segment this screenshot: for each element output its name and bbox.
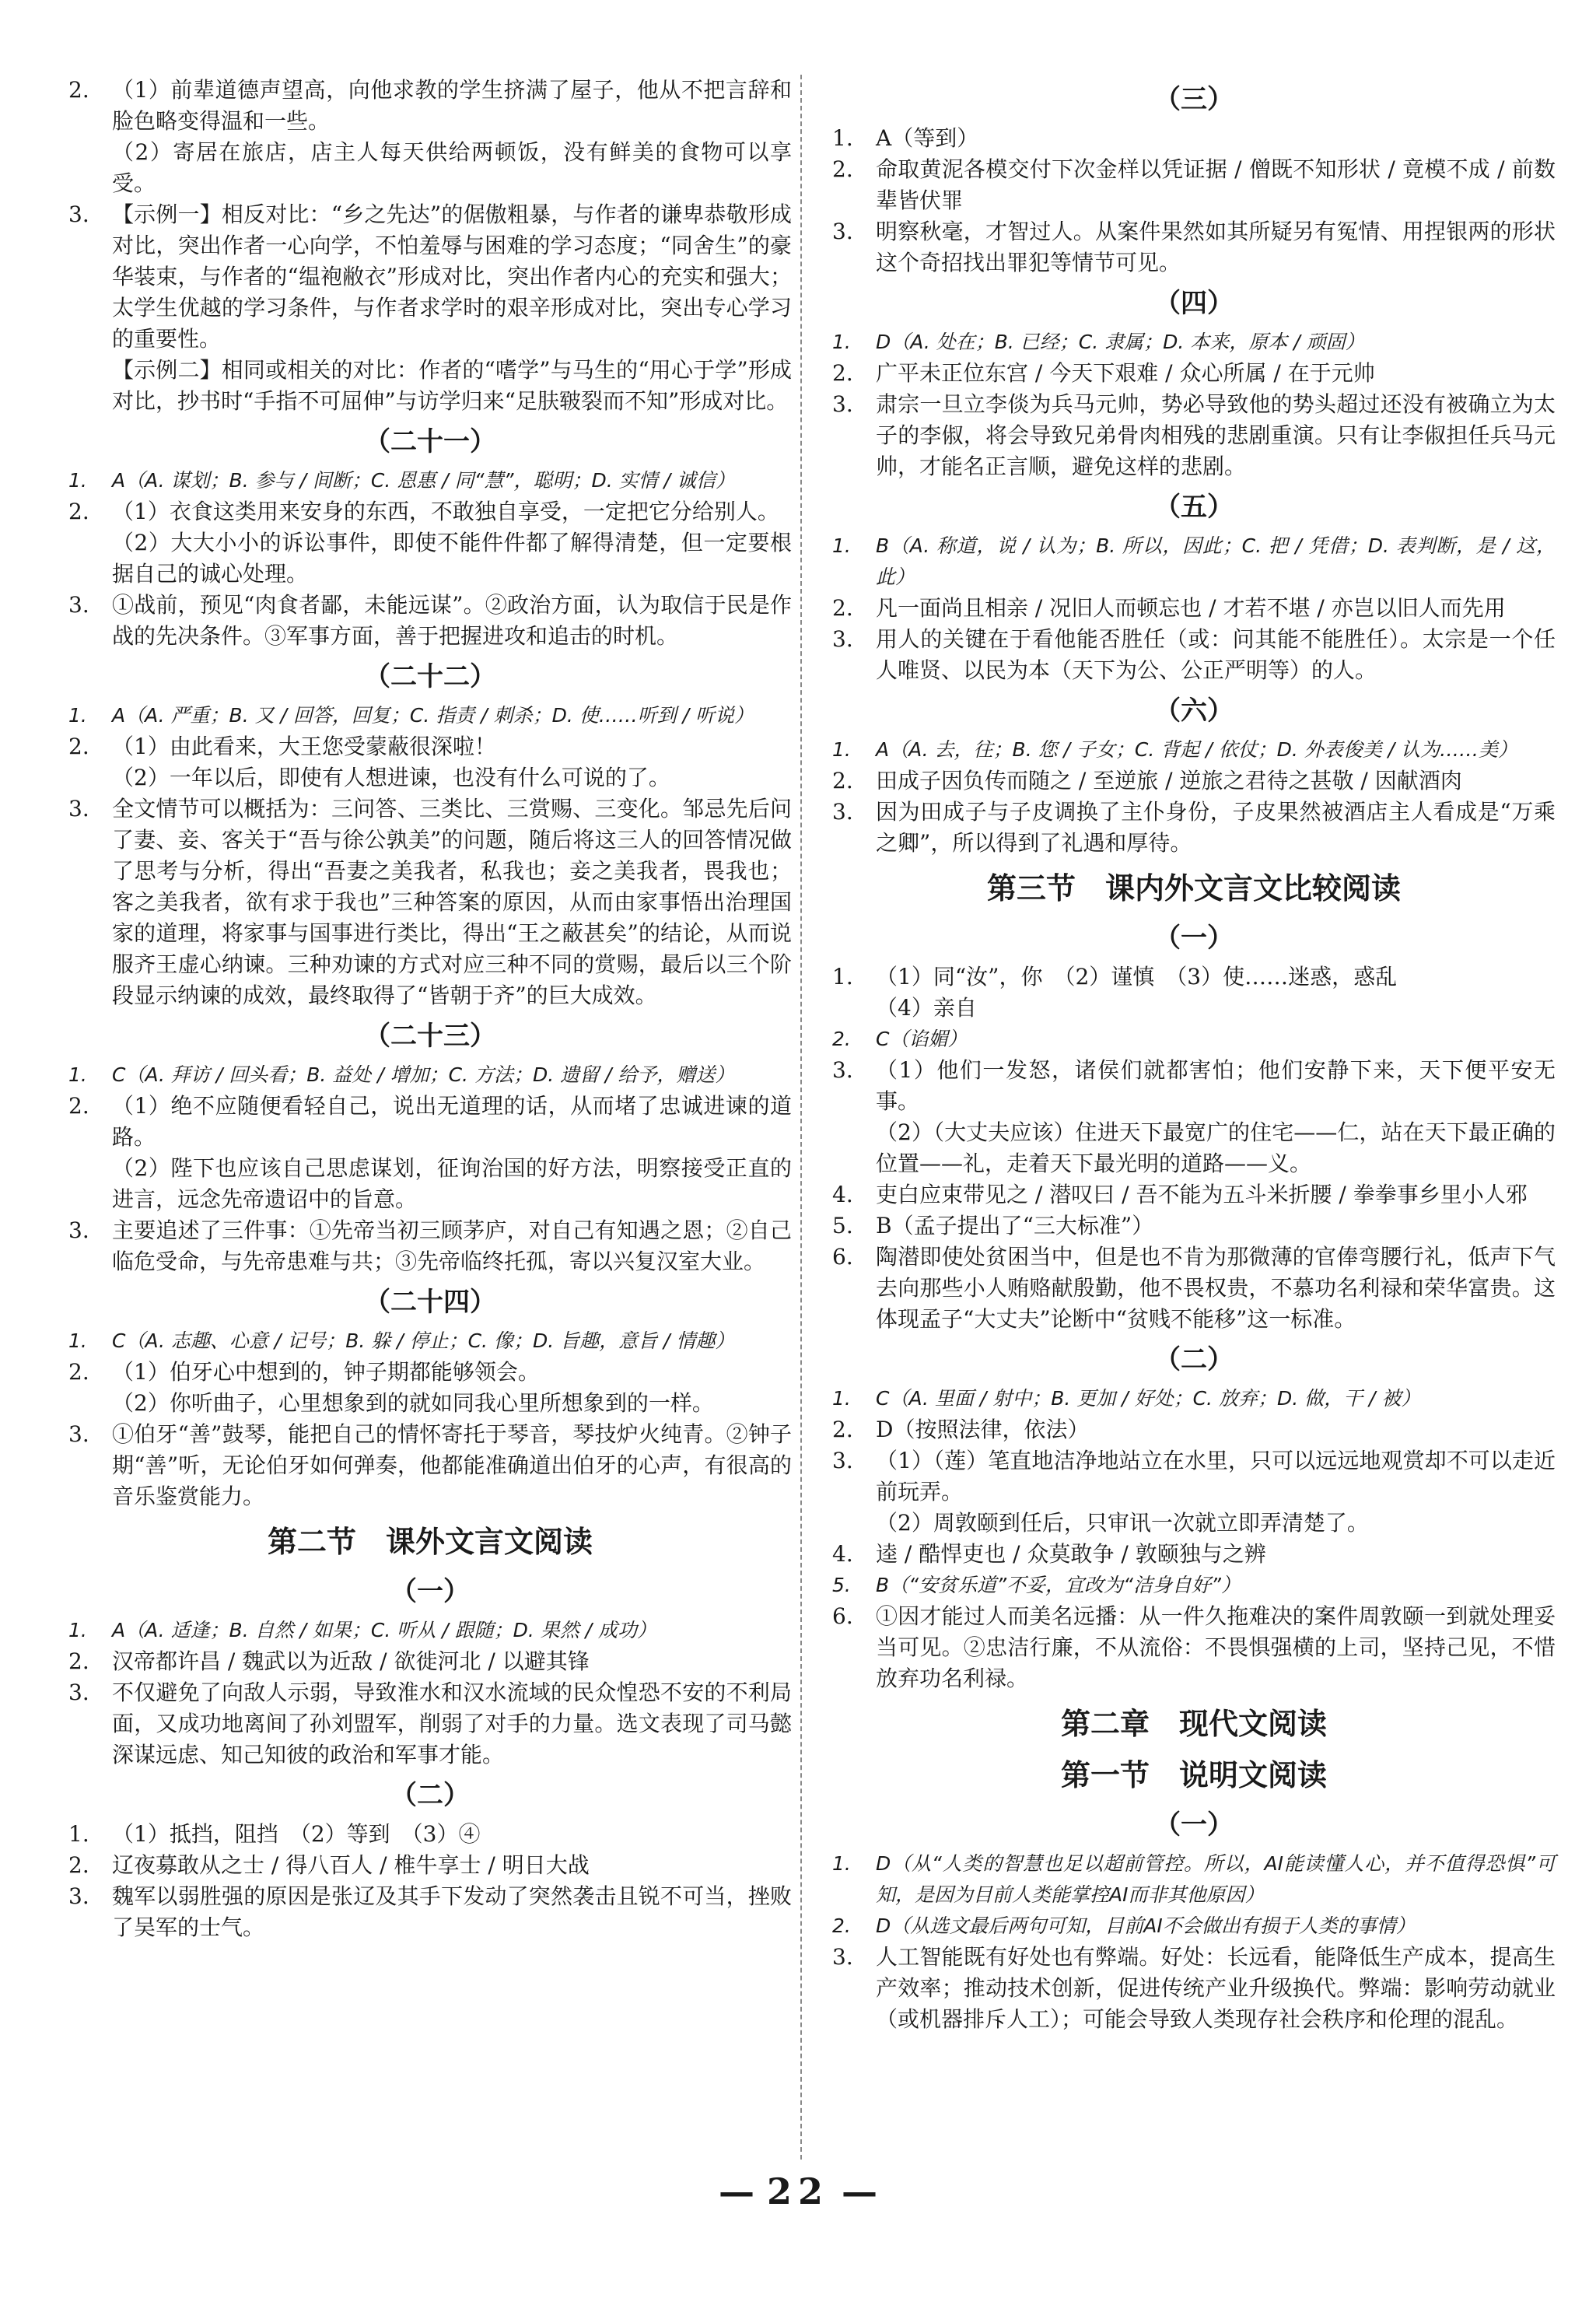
answer-item [68,700,792,731]
answer-text: 辽夜募敢从之士 / 得八百人 / 椎牛享士 / 明日大战 [112,1852,590,1878]
answer-number: 3. [68,1217,89,1243]
answer-text: 用人的关键在于看他能否胜任（或：问其能不能胜任）。太宗是一个任人唯贤、以民为本（天下为公、公正严明等）的人。 [876,626,1556,683]
answer-item [68,1850,792,1881]
answer-item [832,734,1556,765]
answer-number: 2. [832,360,853,386]
answer-item [68,465,792,496]
answer-text: 肃宗一旦立李倓为兵马元帅，势必导致他的势头超过还没有被确立为太子的李俶，将会导致兄弟骨肉相残的悲剧重演。只有让李俶担任兵马元帅，才能名正言顺，避免这样的悲剧。 [876,391,1556,479]
answer-text: A（A. 谋划；B. 参与 / 间断；C. 恩惠 / 同“慧”，聪明；D. 实情 / 诚信） [112,469,735,492]
answer-number: 3. [68,1421,89,1447]
answer-item [832,593,1556,624]
answer-text: B（孟子提出了“三大标准”） [876,1213,1154,1238]
answer-text: 【示例一】相反对比：“乡之先达”的倨傲粗暴，与作者的谦卑恭敬形成对比，突出作者一心向学，不怕羞辱与困难的学习态度；“同舍生”的豪华装束，与作者的“缊袍敝衣”形成对比，突出作者内心的充实和强大；太学生优越的学习条件，与作者求学时的艰辛形成对比，突出专心学习的重要性。 [112,201,792,352]
answer-number: 2. [68,499,89,524]
answer-number: 2. [68,1093,89,1119]
answer-number: 2. [68,1359,89,1385]
answer-text: 逵 / 酷悍吏也 / 众莫敢争 / 敦颐独与之辨 [876,1541,1266,1567]
subsection-heading: （五） [1154,492,1234,523]
answer-item [832,327,1556,358]
answer-text: B（“安贫乐道”不妥，宜改为“洁身自好”） [876,1574,1241,1596]
subsection-heading: （二十二） [364,661,496,692]
answer-item [68,1326,792,1357]
answer-item [832,1242,1556,1335]
answer-number: 3. [832,1448,853,1473]
answer-number: 3. [832,391,853,417]
subsection-heading: （四） [1154,288,1234,319]
answer-text: A（等到） [876,125,979,151]
answer-text: （1）他们一发怒，诸侯们就都害怕；他们安静下来，天下便平安无事。 [876,1057,1556,1114]
subsection-heading: （六） [1154,695,1234,727]
answer-text: D（从选文最后两句可知，目前AI不会做出有损于人类的事情） [876,1914,1416,1937]
answer-text: 魏军以弱胜强的原因是张辽及其手下发动了突然袭击且锐不可当，挫败了吴军的士气。 [112,1883,792,1940]
answer-number: 2. [832,156,853,182]
subsection-heading: （二） [1154,1344,1234,1375]
answer-text: 广平未正位东宫 / 今天下艰难 / 众心所属 / 在于元帅 [876,360,1375,386]
answer-number: 6. [832,1244,853,1270]
answer-number: 3. [68,1680,89,1705]
answer-text: 凡一面尚且相亲 / 况旧人而顿忘也 / 才若不堪 / 亦岂以旧人而先用 [876,595,1506,621]
answer-item [68,496,792,590]
answer-number: 3. [832,799,853,825]
answer-text: （1）前辈道德声望高，向他求教的学生挤满了屋子，他从不把言辞和脸色略变得温和一些。 [112,77,792,134]
answer-number: 2. [832,768,853,793]
answer-number: 1. [68,1063,87,1086]
answer-item [832,1539,1556,1570]
answer-item [832,1414,1556,1445]
section-heading: 第一节 说明文阅读 [1060,1757,1327,1792]
answer-number: 1. [68,469,87,492]
answer-text: 汉帝都许昌 / 魏武以为近敌 / 欲徙河北 / 以避其锋 [112,1648,590,1674]
section-heading: 第二章 现代文阅读 [1060,1706,1327,1741]
subsection-heading: （一） [390,1576,470,1607]
answer-text: （2）（大丈夫应该）住进天下最宽广的住宅——仁，站在天下最正确的位置——礼，走着天下最光明的道路——义。 [876,1119,1556,1176]
answer-number: 2. [68,77,89,103]
answer-text: 命取黄泥各模交付下次金样以凭证据 / 僧既不知形状 / 竟模不成 / 前数辈皆伏罪 [876,156,1556,213]
answer-number: 2. [68,1852,89,1878]
answer-item [832,1055,1556,1179]
answer-text: 田成子因负传而随之 / 至逆旅 / 逆旅之君待之甚敬 / 因献酒肉 [876,768,1462,793]
answer-number: 2. [832,595,853,621]
answer-text: 主要追述了三件事：①先帝当初三顾茅庐，对自己有知遇之恩；②自己临危受命，与先帝患难与共；③先帝临终托孤，寄以兴复汉室大业。 [112,1217,792,1274]
answer-text: A（A. 适逢；B. 自然 / 如果；C. 听从 / 跟随；D. 果然 / 成功） [112,1619,657,1641]
answer-item [832,1179,1556,1210]
answer-text: D（从“人类的智慧也足以超前管控。所以，AI能读懂人心，并不值得恐惧”可知，是因为目前人类能掌控AI而非其他原因） [876,1852,1556,1906]
answer-item [68,1819,792,1850]
answer-number: 2. [68,1648,89,1674]
answer-number: 1. [832,534,851,557]
answer-number: 5. [832,1213,853,1238]
page-number: — 22 — [718,2170,878,2212]
answer-text: 陶潜即使处贫困当中，但是也不肯为那微薄的官俸弯腰行礼，低声下气去向那些小人贿赂献殷勤，他不畏权贵，不慕功名利禄和荣华富贵。这体现孟子“大丈夫”论断中“贫贱不能移”这一标准。 [876,1244,1556,1332]
answer-text: D（A. 处在；B. 已经；C. 隶属；D. 本来，原本 / 顽固） [876,331,1365,353]
answer-item [68,1881,792,1943]
subsection-heading: （三） [1154,84,1234,115]
answer-text: D（按照法律，依法） [876,1417,1090,1442]
answer-item [832,1024,1556,1055]
answer-item [68,1419,792,1512]
answer-item [832,962,1556,1024]
answer-text: （1）伯牙心中想到的，钟子期都能够领会。 [112,1359,540,1385]
right-column [832,75,1556,2035]
answer-text: 吏白应束带见之 / 潜叹曰 / 吾不能为五斗米折腰 / 拳拳事乡里小人邪 [876,1182,1528,1207]
answer-item [832,765,1556,797]
answer-text: （1）绝不应随便看轻自己，说出无道理的话，从而堵了忠诚进谏的道路。 [112,1093,792,1150]
answer-item [832,1601,1556,1694]
answer-text: （2）周敦颐到任后，只审讯一次就立即弄清楚了。 [876,1510,1369,1536]
answer-number: 3. [832,219,853,244]
answer-text: （2）一年以后，即使有人想进谏，也没有什么可说的了。 [112,765,670,790]
answer-number: 2. [832,1417,853,1442]
answer-item [68,793,792,1011]
answer-text: ①战前，预见“肉食者鄙，未能远谋”。②政治方面，认为取信于民是作战的先决条件。③军事方面，善于把握进攻和追击的时机。 [112,592,792,649]
answer-text: ①伯牙“善”鼓琴，能把自己的情怀寄托于琴音，琴技炉火纯青。②钟子期“善”听，无论伯牙如何弹奏，他都能准确道出伯牙的心声，有很高的音乐鉴赏能力。 [112,1421,792,1509]
answer-text: C（A. 志趣、心意 / 记号；B. 躲 / 停止；C. 像；D. 旨趣，意旨 / 情趣） [112,1329,735,1352]
answer-item [832,624,1556,686]
answer-text: （2）寄居在旅店，店主人每天供给两顿饭，没有鲜美的食物可以享受。 [112,139,792,196]
answer-text: ①因才能过人而美名远播：从一件久拖难决的案件周敦颐一到就处理妥当可见。②忠洁行廉，不从流俗：不畏惧强横的上司，坚持己见，不惜放弃功名利禄。 [876,1603,1556,1691]
answer-item [68,1091,792,1215]
answer-item [68,590,792,652]
answer-text: C（谄媚） [876,1028,968,1050]
answer-text: （4）亲自 [876,995,977,1021]
answer-number: 6. [832,1603,853,1629]
answer-number: 1. [68,1619,87,1641]
answer-text: （1）同“汝”，你 （2）谨慎 （3）使……迷惑，惑乱 [876,964,1398,990]
subsection-heading: （二） [390,1780,470,1811]
answer-number: 3. [68,1883,89,1909]
answer-text: （1）衣食这类用来安身的东西，不敢独自享受，一定把它分给别人。 [112,499,779,524]
answer-text: B（A. 称道，说 / 认为；B. 所以，因此；C. 把 / 凭借；D. 表判断，是 / 这，此） [876,534,1556,588]
answer-text: （2）大大小小的诉讼事件，即使不能件件都了解得清楚，但一定要根据自己的诚心处理。 [112,530,792,587]
answer-item [832,1210,1556,1242]
answer-text: （2）你听曲子，心里想象到的就如同我心里所想象到的一样。 [112,1390,714,1416]
answer-item [68,1677,792,1771]
answer-text: （1）抵挡，阻挡 （2）等到 （3）④ [112,1821,481,1847]
answer-number: 1. [832,1852,851,1875]
answer-number: 1. [832,125,853,151]
answer-number: 1. [68,1329,87,1352]
answer-text: C（A. 拜访 / 回头看；B. 益处 / 增加；C. 方法；D. 遗留 / 给予，赠送） [112,1063,735,1086]
answer-item [832,123,1556,154]
answer-item [832,389,1556,482]
answer-item [832,531,1556,593]
answer-text: C（A. 里面 / 射中；B. 更加 / 好处；C. 放弃；D. 做，干 / 被） [876,1387,1421,1410]
section-heading: 第三节 课内外文言文比较阅读 [986,871,1401,906]
answer-item [68,1215,792,1277]
subsection-heading: （二十四） [364,1287,496,1318]
answer-number: 3. [832,1944,853,1970]
answer-number: 1. [68,1821,89,1847]
answer-text: （1）由此看来，大王您受蒙蔽很深啦！ [112,734,496,759]
answer-number: 2. [832,1914,851,1937]
answer-number: 2. [832,1028,851,1050]
answer-number: 1. [832,331,851,353]
answer-number: 3. [68,796,89,821]
answer-item [832,154,1556,216]
answer-item [68,1357,792,1419]
subsection-heading: （一） [1154,923,1234,954]
answer-number: 4. [832,1541,853,1567]
answer-item [832,358,1556,389]
answer-text: A（A. 去，往；B. 您 / 子女；C. 背起 / 依仗；D. 外表俊美 / 认为……美） [876,738,1518,761]
answer-item [68,731,792,793]
answer-item [832,1848,1556,1911]
answer-item [832,1942,1556,2035]
subsection-heading: （一） [1154,1809,1234,1841]
answer-item [68,1646,792,1677]
answer-item [832,1383,1556,1414]
answer-text: 明察秋毫，才智过人。从案件果然如其所疑另有冤情、用捏银两的形状这个奇招找出罪犯等情节可见。 [876,219,1556,275]
answer-text: 全文情节可以概括为：三问答、三类比、三赏赐、三变化。邹忌先后问了妻、妾、客关于“吾与徐公孰美”的问题，随后将这三人的回答情况做了思考与分析，得出“吾妻之美我者，私我也；妾之美我者，畏我也；客之美我者，欲有求于我也”三种答案的原因，从而由家事悟出治理国家的道理，将家事与国事进行类比，得出“王之蔽甚矣”的结论，从而说服齐王虚心纳谏。三种劝谏的方式对应三种不同的赏赐，最后以三个阶段显示纳谏的成效，最终取得了“皆朝于齐”的巨大成效。 [112,796,792,1008]
answer-number: 3. [832,1057,853,1083]
answer-number: 3. [832,626,853,652]
answer-item [832,797,1556,859]
answer-item [832,1911,1556,1942]
subsection-heading: （二十一） [364,426,496,457]
answer-number: 3. [68,592,89,618]
answer-text: 因为田成子与子皮调换了主仆身份，子皮果然被酒店主人看成是“万乘之卿”，所以得到了礼遇和厚待。 [876,799,1556,856]
answer-item [68,1060,792,1091]
left-column [68,75,792,1943]
section-heading: 第二节 课外文言文阅读 [267,1524,593,1559]
answer-number: 2. [68,734,89,759]
answer-text: 【示例二】相同或相关的对比：作者的“嗜学”与马生的“用心于学”形成对比，抄书时“手指不可屈伸”与访学归来“足肤皲裂而不知”形成对比。 [112,357,792,414]
answer-text: （2）陛下也应该自己思虑谋划，征询治国的好方法，明察接受正直的进言，远念先帝遗诏中的旨意。 [112,1155,792,1212]
answer-number: 1. [68,704,87,727]
answer-item [68,1615,792,1646]
answer-number: 4. [832,1182,853,1207]
answer-text: A（A. 严重；B. 又 / 回答，回复；C. 指责 / 刺杀；D. 使……听到 / 听说） [112,704,754,727]
answer-item [832,1445,1556,1539]
answer-number: 1. [832,738,851,761]
answer-text: 人工智能既有好处也有弊端。好处：长远看，能降低生产成本，提高生产效率；推动技术创新，促进传统产业升级换代。弊端：影响劳动就业（或机器排斥人工）；可能会导致人类现存社会秩序和伦理的混乱。 [876,1944,1556,2032]
answer-text: （1）（莲）笔直地洁净地站立在水里，只可以远远地观赏却不可以走近前玩弄。 [876,1448,1556,1505]
answer-item [68,199,792,417]
subsection-heading: （二十三） [364,1021,496,1052]
answer-item [832,216,1556,278]
column-divider [800,75,802,2160]
answer-number: 1. [832,1387,851,1410]
answer-number: 3. [68,201,89,227]
answer-number: 5. [832,1574,851,1596]
answer-item [68,75,792,199]
answer-number: 1. [832,964,853,990]
answer-text: 不仅避免了向敌人示弱，导致淮水和汉水流域的民众惶恐不安的不利局面，又成功地离间了孙刘盟军，削弱了对手的力量。选文表现了司马懿深谋远虑、知己知彼的政治和军事才能。 [112,1680,792,1767]
answer-item [832,1570,1556,1601]
